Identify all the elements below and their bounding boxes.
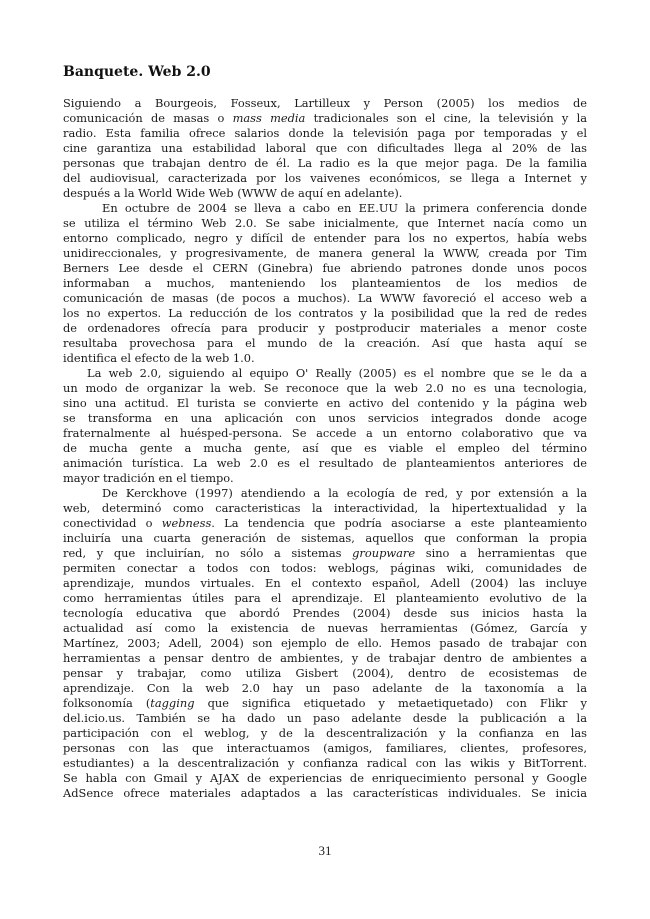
text-line: permiten conectar a todos con todos: weblogs, páginas wiki, comunidades de [63, 561, 587, 575]
text-line: comunicación de masas (de pocos a muchos). La WWW favoreció el acceso web a [63, 291, 587, 305]
text-line: del.icio.us. También se ha dado un paso adelante desde la publicación a la [63, 711, 587, 725]
text-line: unidireccionales, y progresivamente, de manera general la WWW, creada por Tim [63, 246, 587, 260]
text-line: La web 2.0, siguiendo al equipo O' Really (2005) es el nombre que se le da a [87, 366, 587, 380]
text-line: los no expertos. La reducción de los contratos y la posibilidad que la red de redes [63, 306, 587, 320]
text-line: fraternalmente al huésped-persona. Se accede a un entorno colaborativo que va [63, 426, 587, 440]
text-line: aprendizaje. Con la web 2.0 hay un paso adelante de la taxonomía a la [63, 681, 587, 695]
text-line: incluiría una cuarta generación de sistemas, aquellos que conforman la propia [63, 531, 587, 545]
text-line: de ordenadores ofrecía para producir y postproducir materiales a menor coste [63, 321, 587, 335]
paragraph [63, 366, 587, 486]
text-line: personas que trabajan dentro de él. La radio es la que mejor paga. De la familia [63, 156, 587, 170]
text-line: cine garantiza una estabilidad laboral que con dificultades llega al 20% de las [63, 141, 587, 155]
text-line: del audiovisual, caracterizada por los vaivenes económicos, se llega a Internet y [63, 171, 587, 185]
paragraph [63, 201, 587, 366]
text-line: En octubre de 2004 se lleva a cabo en EE.UU la primera conferencia donde [102, 201, 587, 215]
text-line: sino una actitud. El turista se convierte en activo del contenido y la página web [63, 396, 587, 410]
text-line: aprendizaje, mundos virtuales. En el contexto español, Adell (2004) las incluye [63, 576, 587, 590]
text-line: personas con las que interactuamos (amigos, familiares, clientes, profesores, [63, 741, 587, 755]
text-line: identifica el efecto de la web 1.0. [63, 351, 255, 365]
text-line: web, determinó como caracteristicas la interactividad, la hipertextualidad y la [63, 501, 587, 515]
text-line: tecnología educativa que abordó Prendes (2004) desde sus inicios hasta la [63, 606, 587, 620]
paragraph [63, 96, 587, 201]
text-line: De Kerckhove (1997) atendiendo a la ecología de red, y por extensión a la [102, 486, 587, 500]
text-line: Berners Lee desde el CERN (Ginebra) fue abriendo patrones donde unos pocos [63, 261, 587, 275]
text-line: Siguiendo a Bourgeois, Fosseux, Lartilleux y Person (2005) los medios de [63, 96, 587, 110]
text-line: entorno complicado, negro y difícil de entender para los no expertos, había webs [63, 231, 587, 245]
text-line: se utiliza el término Web 2.0. Se sabe inicialmente, que Internet nacía como un [63, 216, 587, 230]
text-line: Martínez, 2003; Adell, 2004) son ejemplo de ello. Hemos pasado de trabajar con [63, 636, 587, 650]
text-line: un modo de organizar la web. Se reconoce que la web 2.0 no es una tecnologia, [63, 381, 587, 395]
text-line: comunicación de masas o mass media tradicionales son el cine, la televisión y la [63, 111, 587, 125]
text-line: informaban a muchos, manteniendo los planteamientos de los medios de [63, 276, 587, 290]
text-line: animación turística. La web 2.0 es el resultado de planteamientos anteriores de [63, 456, 587, 470]
paragraph [63, 486, 587, 801]
text-line: mayor tradición en el tiempo. [63, 471, 234, 485]
text-line: pensar y trabajar, como utiliza Gisbert (2004), dentro de ecosistemas de [63, 666, 587, 680]
text-line: Se habla con Gmail y AJAX de experiencias de enriquecimiento personal y Google [63, 771, 587, 785]
page-number: 31 [318, 843, 332, 858]
text-line: de mucha gente a mucha gente, así que es viable el empleo del término [63, 441, 587, 455]
text-line: participación con el weblog, y de la descentralización y la confianza en las [63, 726, 587, 740]
text-line: red, y que incluirían, no sólo a sistemas groupware sino a herramientas que [63, 546, 587, 560]
text-line: folksonomía (tagging que significa etiquetado y metaetiquetado) con Flikr y [63, 696, 587, 710]
text-line: actualidad así como la existencia de nuevas herramientas (Gómez, García y [63, 621, 587, 635]
text-line: herramientas a pensar dentro de ambientes, y de trabajar dentro de ambientes a [63, 651, 587, 665]
text-line: AdSence ofrece materiales adaptados a las características individuales. Se inicia [63, 786, 587, 800]
text-line: radio. Esta familia ofrece salarios donde la televisión paga por temporadas y el [63, 126, 587, 140]
body-text [63, 96, 587, 801]
text-line: conectividad o webness. La tendencia que podría asociarse a este planteamiento [63, 516, 587, 530]
text-line: se transforma en una aplicación con unos servicios integrados donde acoge [63, 411, 587, 425]
text-line: como herramientas útiles para el aprendizaje. El planteamiento evolutivo de la [63, 591, 587, 605]
text-line: resultaba provechosa para el mundo de la creación. Así que hasta aquí se [63, 336, 587, 350]
text-line: después a la World Wide Web (WWW de aquí en adelante). [63, 186, 403, 200]
text-line: estudiantes) a la descentralización y confianza radical con las wikis y BitTorrent. [63, 756, 587, 770]
emphasized-term: tagging [150, 696, 195, 710]
emphasized-term: webness [161, 516, 212, 530]
emphasized-term: groupware [352, 546, 416, 560]
emphasized-term: mass media [232, 111, 306, 125]
section-title: Banquete. Web 2.0 [63, 64, 211, 80]
